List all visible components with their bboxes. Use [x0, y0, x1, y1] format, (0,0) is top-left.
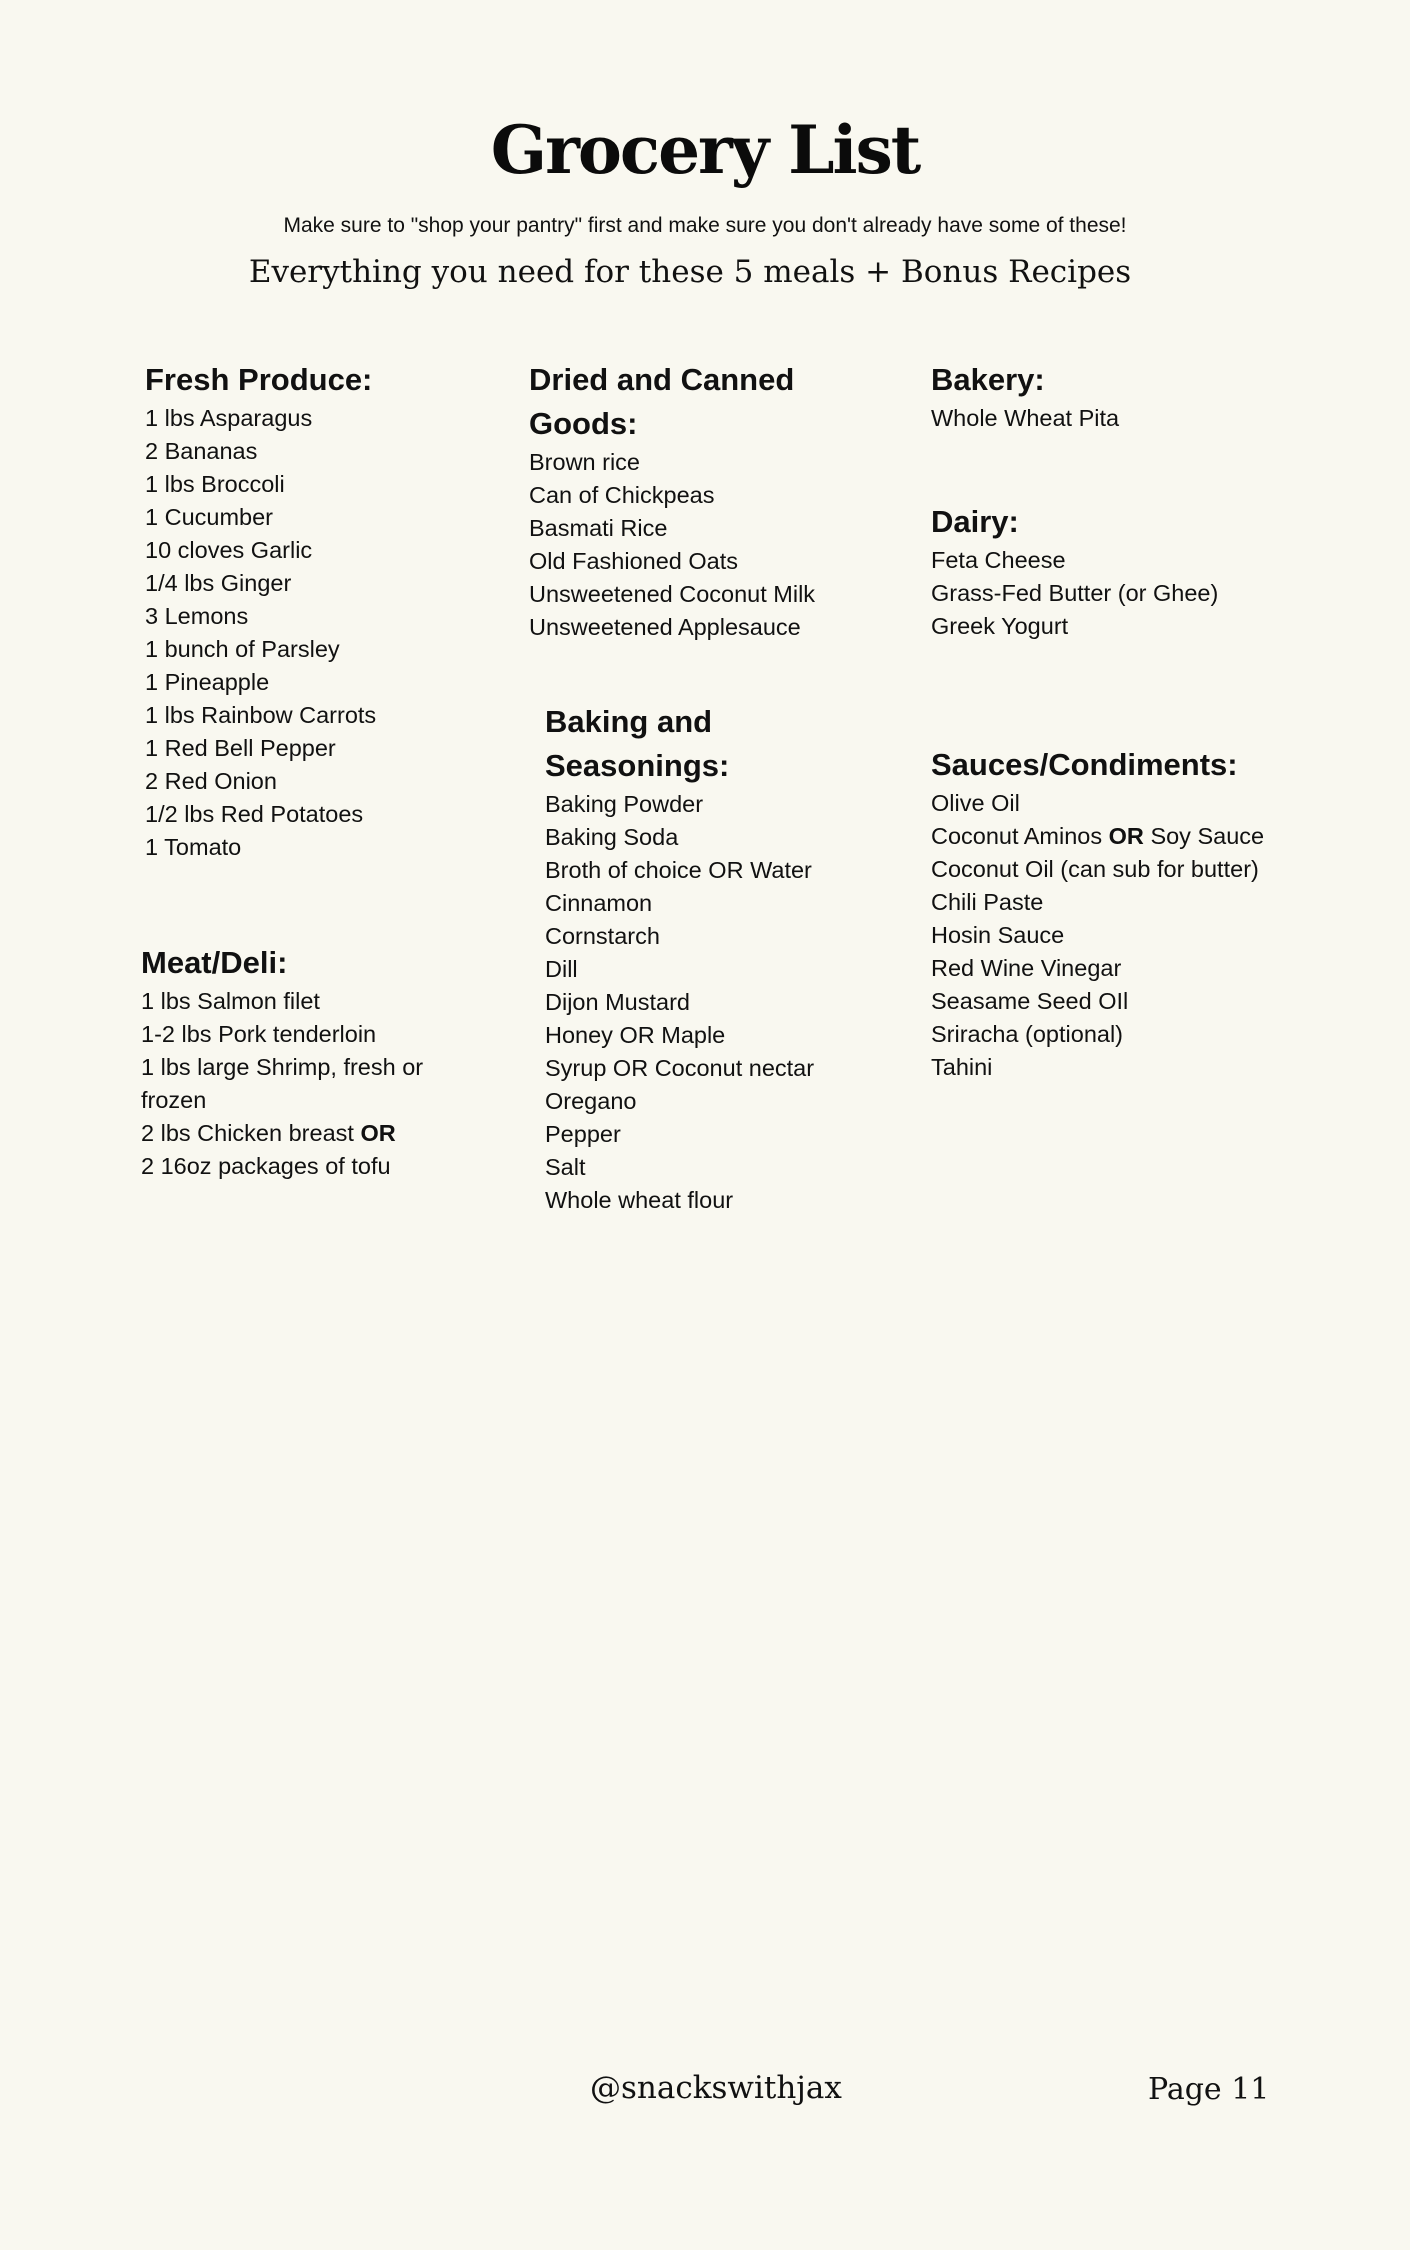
list-item: 10 cloves Garlic — [145, 537, 313, 563]
list-item: Salt — [545, 1154, 586, 1180]
section-heading: Dried and Canned Goods: — [529, 362, 795, 441]
list-item: 2 Red Onion — [145, 768, 277, 794]
list-item: Old Fashioned Oats — [529, 548, 738, 574]
list-item: Sriracha (optional) — [931, 1021, 1124, 1047]
section-heading: Sauces/Condiments: — [931, 747, 1238, 782]
section-dried-canned-goods — [529, 358, 829, 644]
list-item: Dijon Mustard — [545, 989, 690, 1015]
section-heading: Bakery: — [931, 362, 1045, 397]
list-item: Can of Chickpeas — [529, 482, 715, 508]
list-item — [141, 1117, 481, 1150]
list-item: 1 Red Bell Pepper — [145, 735, 336, 761]
list-item: Coconut Oil (can sub for butter) — [931, 856, 1259, 882]
list-item: Grass-Fed Butter (or Ghee) — [931, 580, 1219, 606]
list-item: 2 Bananas — [145, 438, 258, 464]
item-list — [931, 402, 1331, 435]
list-item: Broth of choice OR Water — [545, 857, 812, 883]
list-item: 1 lbs Rainbow Carrots — [145, 702, 377, 728]
list-item: 1 lbs Broccoli — [145, 471, 285, 497]
section-heading: Baking and Seasonings: — [545, 704, 730, 783]
item-text: Soy Sauce — [1150, 823, 1265, 849]
list-item: Whole wheat flour — [545, 1187, 734, 1213]
list-item: Oregano — [545, 1088, 637, 1114]
list-item: Seasame Seed OIl — [931, 988, 1129, 1014]
item-list — [529, 446, 829, 644]
section-sauces-condiments — [931, 743, 1351, 1084]
list-item: 1 lbs Asparagus — [145, 405, 313, 431]
list-item: 2 16oz packages of tofu — [141, 1153, 391, 1179]
list-item: 1 lbs Salmon filet — [141, 988, 320, 1014]
item-list — [141, 985, 481, 1183]
list-item: Whole Wheat Pita — [931, 405, 1120, 431]
list-item: 1 Tomato — [145, 834, 242, 860]
section-fresh-produce — [145, 358, 485, 864]
list-item: Basmati Rice — [529, 515, 668, 541]
list-item: Pepper — [545, 1121, 621, 1147]
list-item: Hosin Sauce — [931, 922, 1065, 948]
section-dairy — [931, 500, 1331, 643]
section-bakery — [931, 358, 1331, 435]
list-item: Dill — [545, 956, 578, 982]
list-item: 1 bunch of Parsley — [145, 636, 340, 662]
section-heading: Dairy: — [931, 504, 1019, 539]
list-item: Unsweetened Applesauce — [529, 614, 801, 640]
social-handle: @snackswithjax — [590, 2070, 842, 2106]
list-item: Olive Oil — [931, 790, 1020, 816]
section-baking-seasonings — [545, 700, 815, 1217]
item-list — [931, 544, 1331, 643]
list-item: 3 Lemons — [145, 603, 249, 629]
section-meat-deli — [141, 941, 481, 1183]
or-emphasis: OR — [1108, 823, 1144, 849]
list-item: 1 lbs large Shrimp, fresh or frozen — [141, 1054, 424, 1113]
or-emphasis: OR — [360, 1120, 396, 1146]
list-item: 1 Cucumber — [145, 504, 273, 530]
item-list — [931, 787, 1351, 1084]
list-item — [931, 820, 1351, 853]
list-item: 1/2 lbs Red Potatoes — [145, 801, 364, 827]
list-item: 1-2 lbs Pork tenderloin — [141, 1021, 377, 1047]
page-title: Grocery List — [490, 111, 920, 189]
list-item: Cinnamon — [545, 890, 653, 916]
section-heading: Meat/Deli: — [141, 945, 288, 980]
list-item: Chili Paste — [931, 889, 1044, 915]
list-item: Tahini — [931, 1054, 993, 1080]
list-item: Honey OR Maple — [545, 1022, 726, 1048]
list-item: 1 Pineapple — [145, 669, 270, 695]
list-item: 1/4 lbs Ginger — [145, 570, 292, 596]
item-list — [545, 788, 815, 1217]
list-item: Unsweetened Coconut Milk — [529, 581, 816, 607]
page-number: Page 11 — [1148, 2072, 1270, 2107]
page-subtitle: Everything you need for these 5 meals + Bonus Recipes — [248, 254, 1132, 290]
pantry-note: Make sure to "shop your pantry" first and make sure you don't already have some of these! — [283, 214, 1127, 237]
item-text: Coconut Aminos — [931, 823, 1103, 849]
list-item: Greek Yogurt — [931, 613, 1069, 639]
section-heading: Fresh Produce: — [145, 362, 373, 397]
item-list — [145, 402, 485, 864]
list-item: Feta Cheese — [931, 547, 1066, 573]
item-text: 2 lbs Chicken breast — [141, 1120, 354, 1146]
list-item: Red Wine Vinegar — [931, 955, 1122, 981]
list-item: Baking Soda — [545, 824, 679, 850]
list-item: Brown rice — [529, 449, 641, 475]
list-item: Cornstarch — [545, 923, 660, 949]
list-item: Syrup OR Coconut nectar — [545, 1055, 815, 1081]
list-item: Baking Powder — [545, 791, 704, 817]
